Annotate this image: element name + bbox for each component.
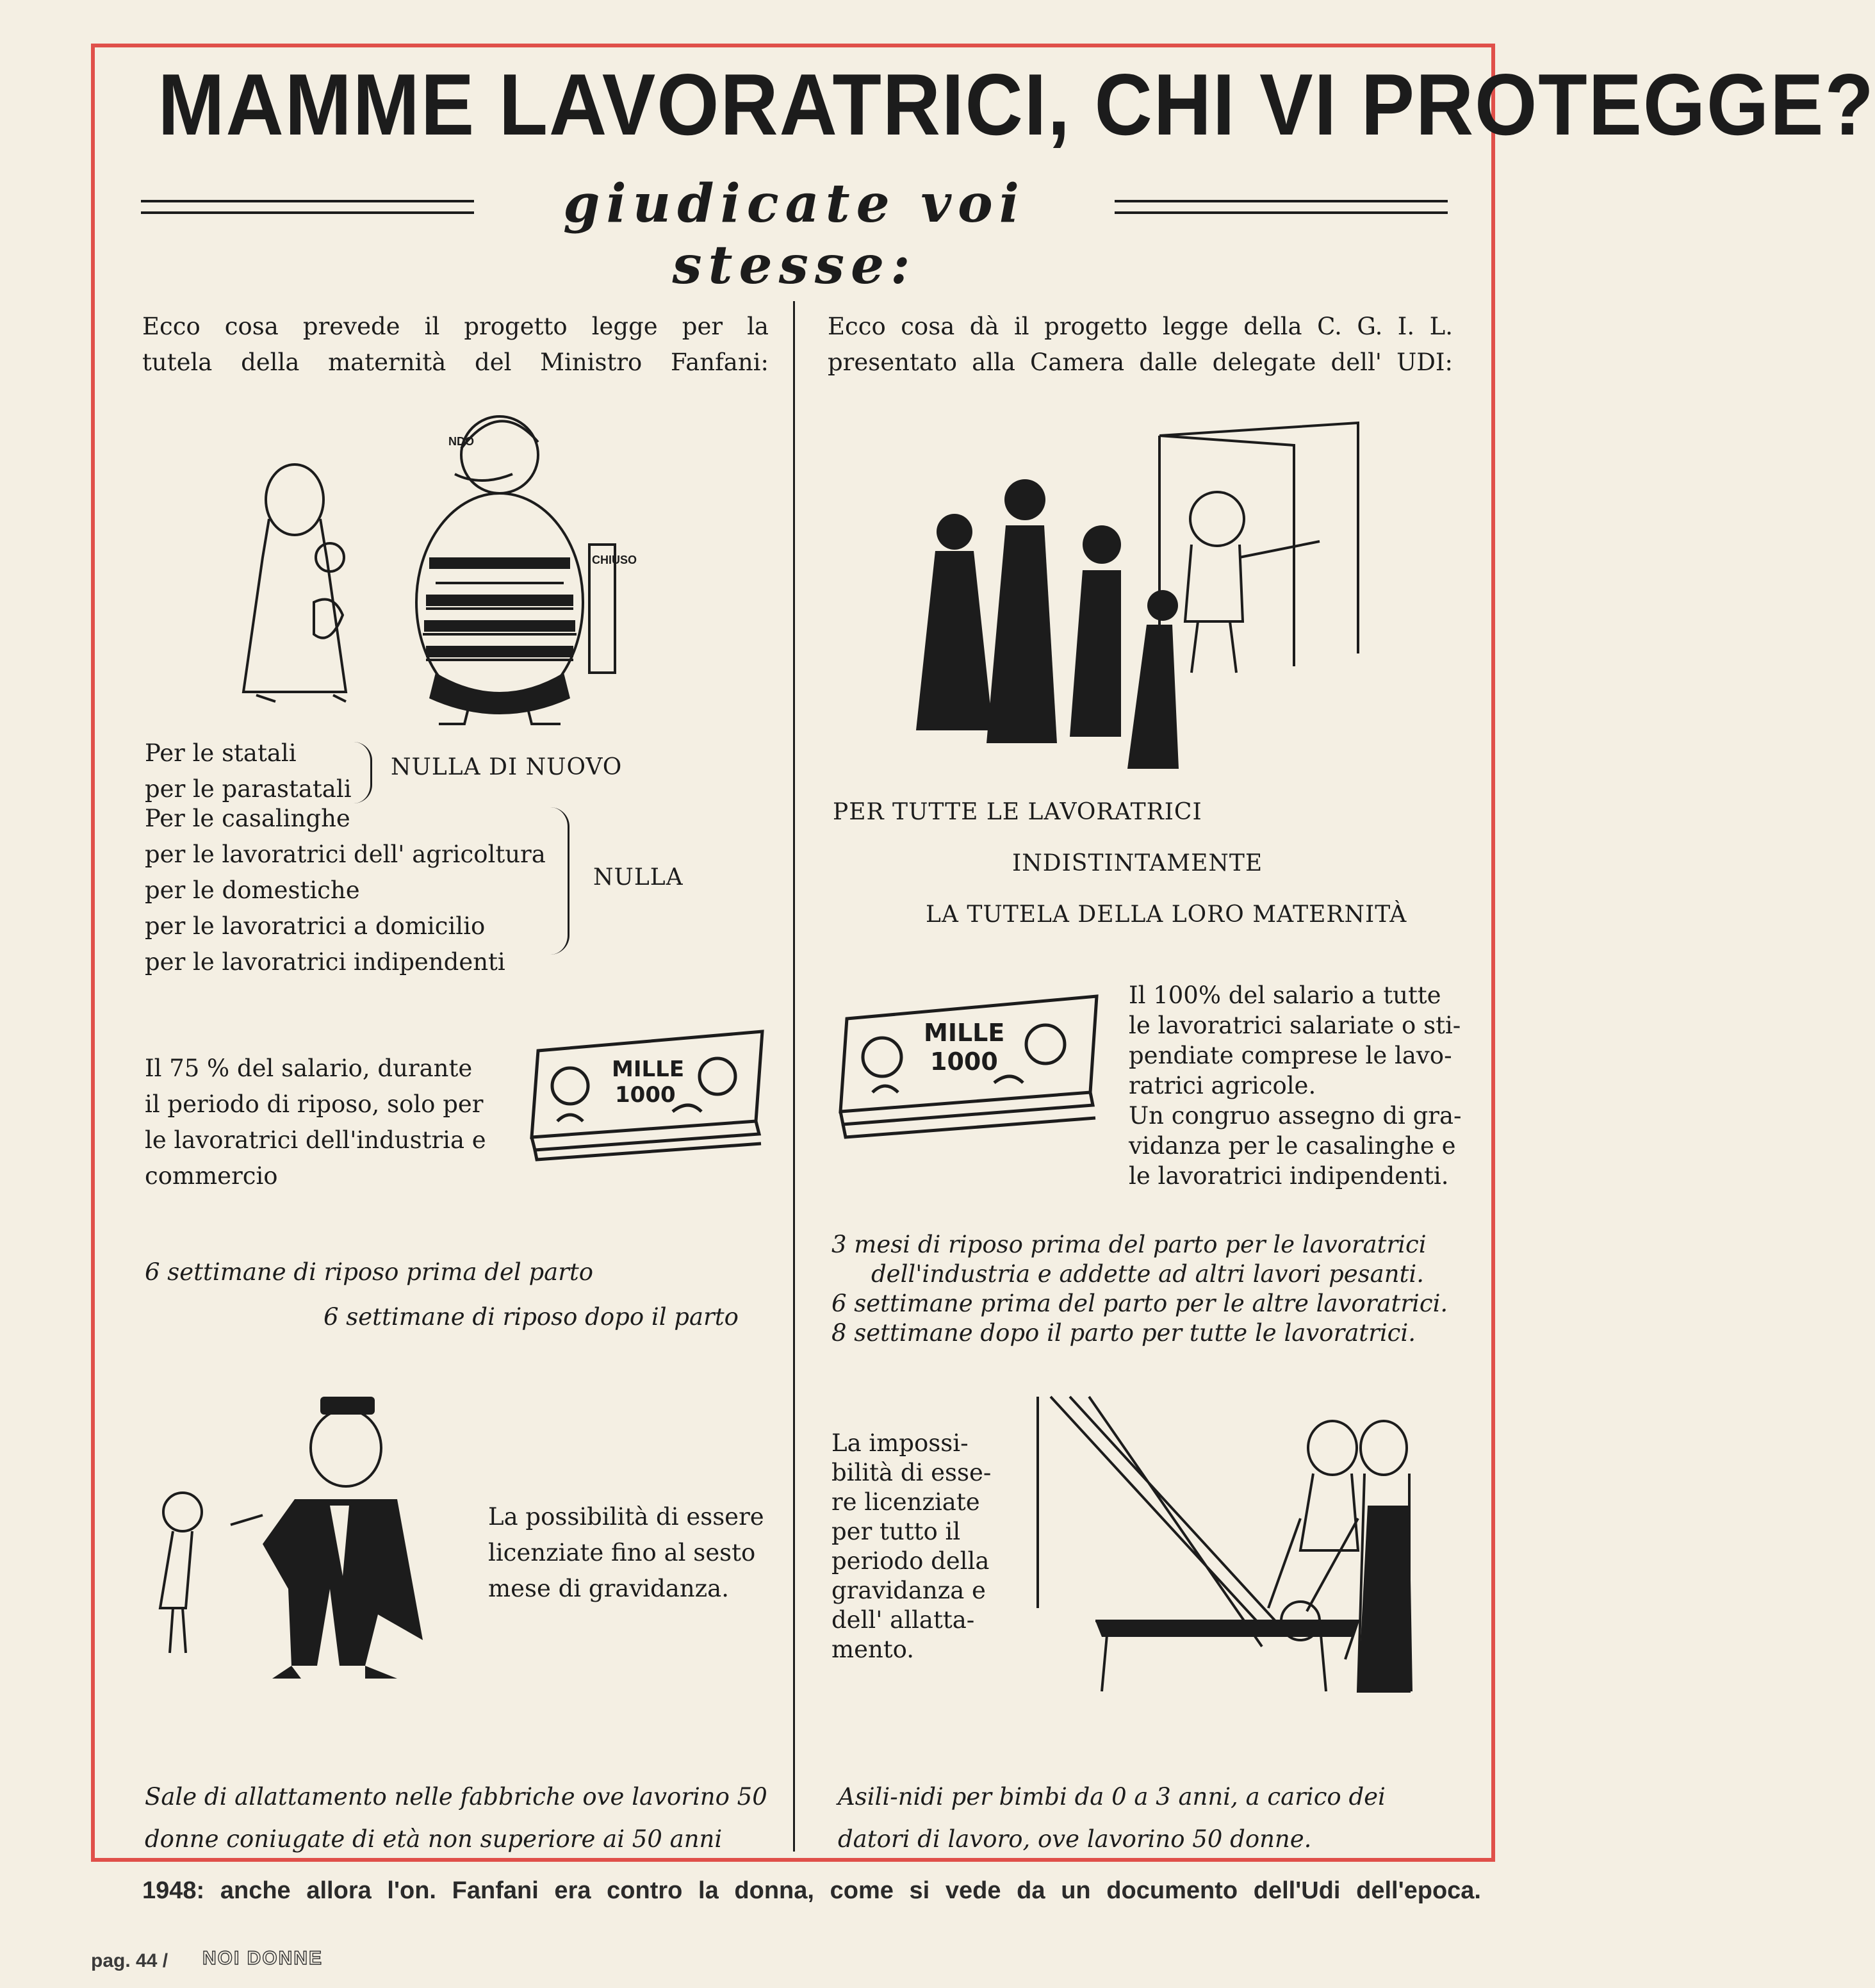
right-all-workers-line: INDISTINTAMENTE [1012, 850, 1263, 876]
right-salary-line: ratrici agricole. [1129, 1072, 1316, 1099]
right-dismiss-text [831, 1429, 998, 1664]
left-group2-line: per le domestiche [145, 876, 360, 904]
left-group2-bracket [546, 807, 569, 955]
right-salary-line: vidanza per le casalinghe e [1129, 1132, 1456, 1160]
left-group2-list [145, 801, 568, 980]
column-divider [793, 301, 795, 1852]
right-salary-line: le lavoratrici indipendenti. [1129, 1162, 1449, 1190]
left-group2-line: per le lavoratrici a domicilio [145, 912, 486, 940]
right-all-workers-block [833, 787, 1409, 941]
left-dismiss-text [488, 1499, 770, 1607]
women-at-door-illustration [910, 410, 1377, 782]
left-group1-line: per le parastatali [145, 775, 352, 803]
right-dismiss-line: La impossi- [831, 1429, 969, 1457]
fanfani-cartoon-illustration [218, 391, 637, 724]
left-intro [142, 309, 769, 381]
historical-caption: 1948: anche allora l'on. Fanfani era contro la donna, come si vede da un documento dell'Udi dell'epoca. [142, 1877, 1481, 1904]
subtitle-rule-right [1115, 200, 1448, 214]
right-nursery-line: datori di lavoro, ove lavorino 50 donne. [838, 1825, 1312, 1853]
right-rest-line: 8 settimane dopo il parto per tutte le lavoratrici. [831, 1319, 1416, 1347]
right-rest-line: dell'industria e addette ad altri lavori pesanti. [871, 1260, 1424, 1288]
left-intro-line: Ecco cosa prevede il progetto legge per la [142, 313, 769, 340]
banknote-stack-illustration-left [519, 1025, 775, 1172]
right-salary-line: Un congruo assegno di gra- [1129, 1102, 1462, 1130]
left-salary-line: commercio [145, 1162, 278, 1190]
page-number: pag. 44 / [91, 1950, 168, 1971]
right-dismiss-line: per tutto il [831, 1518, 961, 1545]
left-group1-list [145, 735, 375, 807]
right-dismiss-line: dell' allatta- [831, 1606, 975, 1634]
right-rest-text [831, 1230, 1459, 1348]
left-rest-after: 6 settimane di riposo dopo il parto [323, 1303, 739, 1331]
left-group2-line: Per le casalinghe [145, 805, 350, 832]
left-group1-line: Per le statali [145, 739, 297, 767]
left-intro-line: tutela della maternità del Ministro Fanfani: [142, 349, 769, 376]
left-group2-line: per le lavoratrici dell' agricoltura [145, 841, 546, 868]
right-intro-line: Ecco cosa dà il progetto legge della C. G. I. L. [828, 313, 1453, 340]
left-group1-bracket [354, 742, 372, 803]
left-nursing-line: Sale di allattamento nelle fabbriche ove lavorino 50 [145, 1783, 767, 1811]
left-group1-label: NULLA DI NUOVO [391, 754, 623, 780]
right-dismiss-line: gravidanza e [831, 1577, 986, 1604]
right-all-workers-line: PER TUTTE LE LAVORATRICI [833, 799, 1202, 825]
right-dismiss-line: bilità di esse- [831, 1459, 992, 1486]
right-all-workers-line: LA TUTELA DELLA LORO MATERNITÀ [926, 901, 1407, 928]
banknote-stack-illustration-right [828, 987, 1109, 1147]
left-nursing-text [145, 1776, 779, 1861]
left-dismiss-line: La possibilità di essere [488, 1503, 764, 1531]
right-salary-text [1129, 980, 1462, 1191]
banknote-word: MILLE [612, 1056, 685, 1082]
right-salary-line: Il 100% del salario a tutte [1129, 982, 1441, 1009]
cap-text: NDO [448, 435, 474, 448]
right-dismiss-line: re licenziate [831, 1488, 980, 1516]
right-salary-line: pendiate comprese le lavo- [1129, 1042, 1452, 1069]
boss-cartoon-illustration [147, 1397, 480, 1704]
subtitle-rule-left [141, 200, 474, 214]
loom-workers-illustration [999, 1390, 1448, 1704]
right-nursery-text [838, 1776, 1466, 1861]
left-salary-line: le lavoratrici dell'industria e [145, 1126, 486, 1154]
left-rest-before: 6 settimane di riposo prima del parto [145, 1258, 594, 1286]
left-salary-text [145, 1051, 510, 1194]
subtitle-row [141, 173, 1448, 296]
banknote-word: MILLE [924, 1019, 1005, 1047]
right-dismiss-line: periodo della [831, 1547, 990, 1575]
left-salary-line: Il 75 % del salario, durante [145, 1055, 473, 1082]
right-intro [828, 309, 1453, 381]
left-group2-label: NULLA [593, 864, 684, 891]
left-dismiss-line: mese di gravidanza. [488, 1575, 729, 1602]
page-title: MAMME LAVORATRICI, CHI VI PROTEGGE? [158, 56, 1875, 153]
banknote-number: 1000 [930, 1047, 998, 1076]
right-dismiss-line: mento. [831, 1636, 915, 1663]
right-salary-line: le lavoratrici salariate o sti- [1129, 1012, 1461, 1039]
left-nursing-line: donne coniugate di età non superiore ai 50 anni [145, 1825, 723, 1853]
right-intro-line: presentato alla Camera dalle delegate dell' UDI: [828, 349, 1453, 376]
left-group2-line: per le lavoratrici indipendenti [145, 948, 505, 976]
left-dismiss-line: licenziate fino al sesto [488, 1539, 756, 1566]
right-rest-line: 3 mesi di riposo prima del parto per le lavoratrici [831, 1231, 1427, 1258]
left-salary-line: il periodo di riposo, solo per [145, 1090, 484, 1118]
banknote-number: 1000 [615, 1082, 676, 1108]
right-rest-line: 6 settimane prima del parto per le altre lavoratrici. [831, 1290, 1448, 1317]
closed-sign-text: CHIUSO [592, 554, 637, 566]
magazine-logo: NOI DONNE [202, 1948, 323, 1969]
subtitle: giudicate voi stesse: [563, 173, 1026, 296]
right-nursery-line: Asili-nidi per bimbi da 0 a 3 anni, a carico dei [838, 1783, 1386, 1811]
